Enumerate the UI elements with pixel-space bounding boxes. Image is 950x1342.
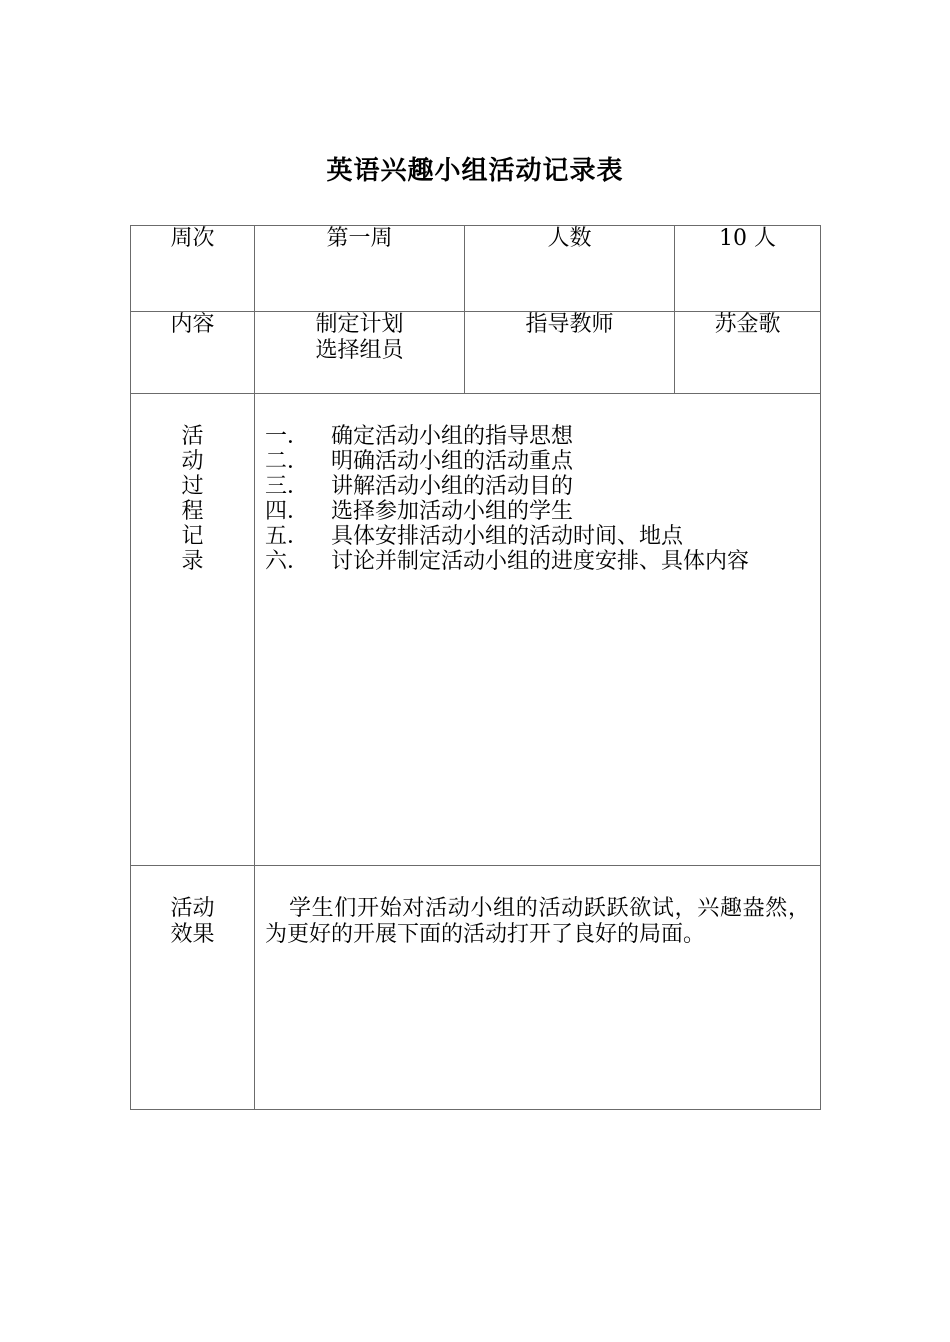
row-week xyxy=(131,226,821,312)
step-text: 选择参加活动小组的学生 xyxy=(331,499,574,524)
process-label: 活动过程记录 xyxy=(181,424,204,574)
teacher-label-cell xyxy=(465,312,675,394)
content-label-cell xyxy=(131,312,255,394)
process-step xyxy=(265,449,812,474)
week-label: 周次 xyxy=(170,226,215,251)
row-effect xyxy=(131,866,821,1110)
activity-record-table xyxy=(130,225,821,1110)
step-text: 讲解活动小组的活动目的 xyxy=(331,474,574,499)
week-value-cell xyxy=(255,226,465,312)
content-value-cell xyxy=(255,312,465,394)
process-step xyxy=(265,424,812,449)
week-label-cell xyxy=(131,226,255,312)
week-value: 第一周 xyxy=(326,226,393,251)
process-step xyxy=(265,524,812,549)
step-number: 四． xyxy=(265,499,310,524)
row-content xyxy=(131,312,821,394)
teacher-value-cell xyxy=(675,312,821,394)
content-label: 内容 xyxy=(170,312,215,337)
effect-text-cell xyxy=(255,866,821,1110)
process-steps xyxy=(255,394,820,574)
content-line-1: 制定计划 xyxy=(315,312,404,337)
count-value: 10 人 xyxy=(719,226,776,251)
page-title: 英语兴趣小组活动记录表 xyxy=(326,156,624,186)
step-text: 明确活动小组的活动重点 xyxy=(331,449,574,474)
step-number: 三． xyxy=(265,474,310,499)
teacher-label: 指导教师 xyxy=(525,312,614,337)
process-steps-cell xyxy=(255,394,821,866)
effect-label xyxy=(131,866,254,948)
effect-label-cell xyxy=(131,866,255,1110)
teacher-value: 苏金歌 xyxy=(714,312,781,337)
process-step xyxy=(265,549,812,574)
process-label-cell xyxy=(131,394,255,866)
effect-label-line-2: 效果 xyxy=(170,922,215,947)
step-number: 五． xyxy=(265,524,310,549)
effect-label-line-1: 活动 xyxy=(170,896,215,921)
count-label: 人数 xyxy=(547,226,592,251)
step-text: 确定活动小组的指导思想 xyxy=(331,424,574,449)
count-label-cell xyxy=(465,226,675,312)
count-value-cell xyxy=(675,226,821,312)
step-text: 讨论并制定活动小组的进度安排、具体内容 xyxy=(331,549,750,574)
step-number: 六． xyxy=(265,549,310,574)
step-text: 具体安排活动小组的活动时间、地点 xyxy=(331,524,684,549)
content-line-2: 选择组员 xyxy=(315,338,404,363)
process-step xyxy=(265,474,812,499)
step-number: 一． xyxy=(265,424,310,449)
process-step xyxy=(265,499,812,524)
step-number: 二． xyxy=(265,449,310,474)
row-process xyxy=(131,394,821,866)
effect-text: 学生们开始对活动小组的活动跃跃欲试，兴趣盎然，为更好的开展下面的活动打开了良好的局面。 xyxy=(265,896,810,947)
